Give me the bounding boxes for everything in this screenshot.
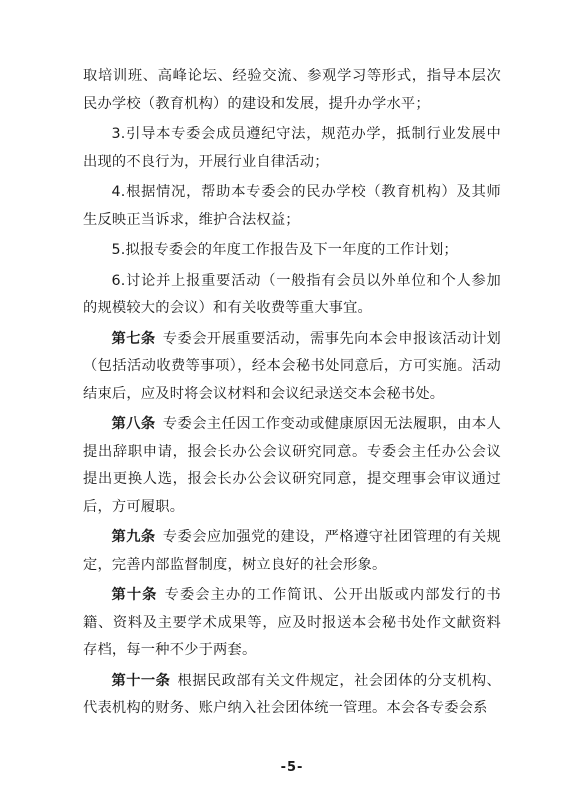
article-10 xyxy=(83,582,501,665)
document-body xyxy=(83,63,501,726)
article-number: 第十条 xyxy=(111,587,158,603)
paragraph-text: 6.讨论并上报重要活动（一般指有会员以外单位和个人参加的规模较大的会议）和有关收费等重大事宜。 xyxy=(83,272,501,316)
paragraph xyxy=(83,179,501,234)
paragraph xyxy=(83,63,501,118)
article-11 xyxy=(83,668,501,723)
paragraph-text: 4.根据情况，帮助本专委会的民办学校（教育机构）及其师生反映正当诉求，维护合法权益； xyxy=(83,184,501,228)
article-number: 第七条 xyxy=(111,330,156,347)
paragraph-text: 专委会主任因工作变动或健康原因无法履职，由本人提出辞职申请，报会长办公会议研究同意。专委会主任办公会议提出更换人选，报会长办公会议研究同意，提交理事会审议通过后，方可履职。 xyxy=(83,416,501,515)
page-number: -5- xyxy=(280,760,304,775)
paragraph-text: 3.引导本专委会成员遵纪守法，规范办学，抵制行业发展中出现的不良行为，开展行业自律活动； xyxy=(83,126,501,170)
paragraph-text: 专委会开展重要活动，需事先向本会申报该活动计划（包括活动收费等事项），经本会秘书处同意后，方可实施。活动结束后，应及时将会议材料和会议纪录送交本会秘书处。 xyxy=(83,330,501,402)
article-number: 第八条 xyxy=(111,416,156,432)
article-7 xyxy=(83,326,501,409)
paragraph-text: 根据民政部有关文件规定，社会团体的分支机构、代表机构的财务、账户纳入社会团体统一管理。本会各专委会系 xyxy=(83,672,501,716)
paragraph-text: 专委会应加强党的建设，严格遵守社团管理的有关规定，完善内部监督制度，树立良好的社会形象。 xyxy=(83,529,501,573)
article-9 xyxy=(83,524,501,579)
paragraph-text: 取培训班、高峰论坛、经验交流、参观学习等形式，指导本层次民办学校（教育机构）的建设和发展，提升办学水平； xyxy=(83,68,501,112)
paragraph xyxy=(83,237,501,265)
paragraph-text: 5.拟报专委会的年度工作报告及下一年度的工作计划； xyxy=(111,242,458,258)
article-number: 第九条 xyxy=(111,529,156,545)
article-number: 第十一条 xyxy=(111,672,171,689)
paragraph xyxy=(83,121,501,176)
article-8 xyxy=(83,411,501,521)
paragraph xyxy=(83,268,501,323)
paragraph-text: 专委会主办的工作简讯、公开出版或内部发行的书籍、资料及主要学术成果等，应及时报送本会秘书处作文献资料存档，每一种不少于两套。 xyxy=(83,587,501,658)
